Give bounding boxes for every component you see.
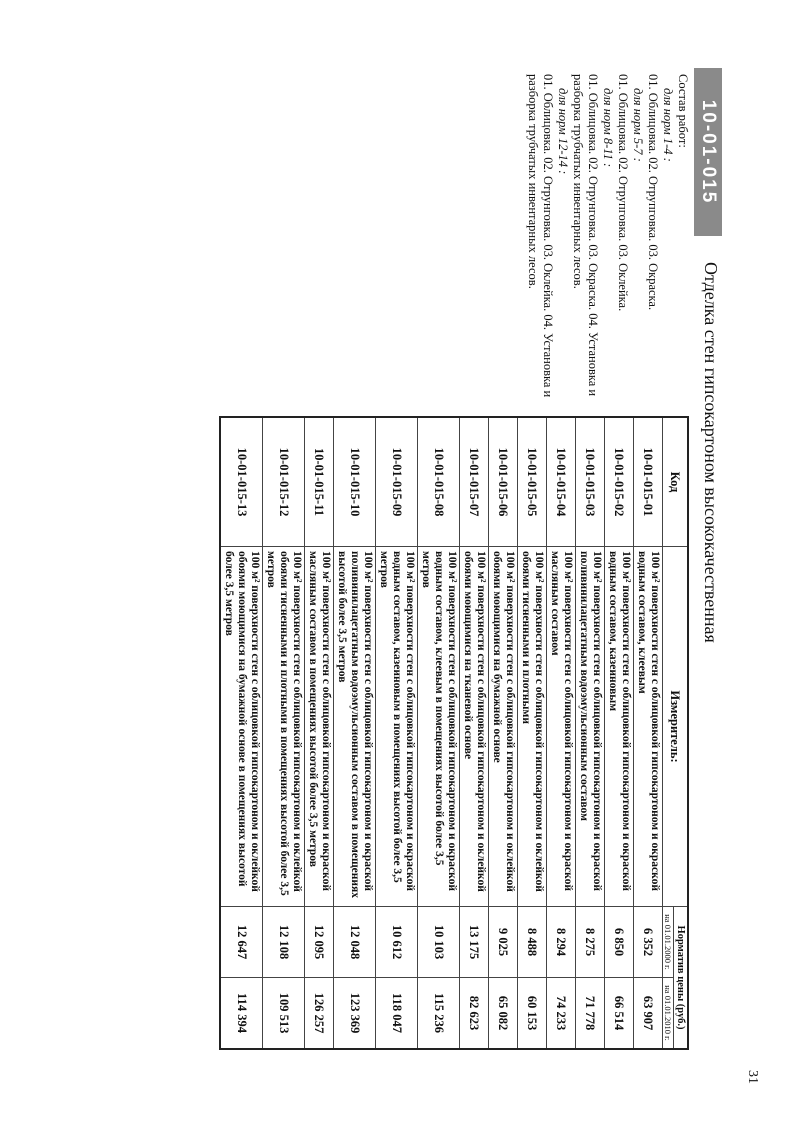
row-meter: 100 м² поверхности стен с облицовкой гипсокартоном и окраской поливинилацетатным водоэмульсионным составом в помещениях высотой более 3,5 метров <box>334 547 376 907</box>
row-code: 10-01-015-08 <box>418 417 460 547</box>
row-price-2010: 109 513 <box>263 978 305 1050</box>
row-meter: 100 м² поверхности стен с облицовкой гипсокартоном и оклейкой обоями моющимися на тканевой основе <box>460 547 489 907</box>
table-row <box>305 417 334 1049</box>
row-price-2000: 6 850 <box>605 907 634 978</box>
work-group-label: для норм 1-4 : <box>661 88 675 162</box>
row-price-2010: 114 394 <box>220 978 263 1050</box>
column-header-price-2000: на 01.01.2000 г. <box>663 907 674 978</box>
row-meter: 100 м² поверхности стен с облицовкой гипсокартоном и окраской масляным составом в помещениях высотой более 3,5 метров <box>305 547 334 907</box>
page-number: 31 <box>745 1070 760 1084</box>
work-composition <box>525 74 690 409</box>
work-group-text: 01. Облицовка. 02. Отрунговка. 03. Оклейка. 04. Установка и разборка трубчатых инвентарных лесов. <box>526 74 555 398</box>
table-row <box>334 417 376 1049</box>
row-price-2000: 12 048 <box>334 907 376 978</box>
row-meter: 100 м² поверхности стен с облицовкой гипсокартоном и оклейкой обоями моющимися на бумажной основе <box>489 547 518 907</box>
row-code: 10-01-015-10 <box>334 417 376 547</box>
table-row <box>418 417 460 1049</box>
row-code: 10-01-015-02 <box>605 417 634 547</box>
row-price-2010: 66 514 <box>605 978 634 1050</box>
row-meter: 100 м² поверхности стен с облицовкой гипсокартоном и окраской водным составом, казеиновым <box>605 547 634 907</box>
row-price-2010: 65 082 <box>489 978 518 1050</box>
row-price-2000: 12 108 <box>263 907 305 978</box>
table-row <box>460 417 489 1049</box>
table-header-row <box>674 417 689 1049</box>
row-price-2010: 115 236 <box>418 978 460 1050</box>
row-price-2000: 10 103 <box>418 907 460 978</box>
row-code: 10-01-015-01 <box>634 417 663 547</box>
work-heading: Состав работ: <box>676 74 690 148</box>
row-meter: 100 м² поверхности стен с облицовкой гипсокартоном и оклейкой обоями тисненными и плотными в помещениях высотой более 3,5 метров <box>263 547 305 907</box>
table-row <box>489 417 518 1049</box>
column-header-price-2010: на 01.01.2010 г. <box>663 978 674 1050</box>
work-group-label: для норм 8-11 : <box>601 88 615 168</box>
row-price-2000: 8 294 <box>547 907 576 978</box>
row-price-2000: 10 612 <box>376 907 418 978</box>
row-code: 10-01-015-07 <box>460 417 489 547</box>
row-price-2010: 123 369 <box>334 978 376 1050</box>
work-group-label: для норм 12-14 : <box>556 88 570 175</box>
row-price-2000: 6 352 <box>634 907 663 978</box>
row-price-2010: 82 623 <box>460 978 489 1050</box>
table-row <box>576 417 605 1049</box>
row-code: 10-01-015-03 <box>576 417 605 547</box>
row-meter: 100 м² поверхности стен с облицовкой гипсокартоном и окраской водным составом, клеевым <box>634 547 663 907</box>
row-price-2010: 60 153 <box>518 978 547 1050</box>
work-group-text: 01. Облицовка. 02. Отрупговка. 03. Оклейка. <box>616 74 630 312</box>
row-price-2010: 74 233 <box>547 978 576 1050</box>
table-row <box>634 417 663 1049</box>
work-group-text: 01. Облицовка. 02. Отрунговка. 03. Окраска. 04. Установка и разборка трубчатых инвентарных лесов. <box>571 74 600 397</box>
row-meter: 100 м² поверхности стен с облицовкой гипсокартоном и окраской водным составом, казеиновым в помещениях высотой более 3,5 метров <box>376 547 418 907</box>
row-code: 10-01-015-05 <box>518 417 547 547</box>
table-row <box>263 417 305 1049</box>
column-header-meter: Измеритель: <box>663 547 689 907</box>
page-title: Отделка стен гипсокартоном высококачественная <box>701 262 721 643</box>
row-price-2010: 71 778 <box>576 978 605 1050</box>
row-meter: 100 м² поверхности стен с облицовкой гипсокартоном и оклейкой обоями тисненными и плотными <box>518 547 547 907</box>
row-price-2000: 9 025 <box>489 907 518 978</box>
table-body <box>220 417 663 1049</box>
work-group-label: для норм 5-7 : <box>631 88 645 162</box>
row-code: 10-01-015-09 <box>376 417 418 547</box>
row-code: 10-01-015-11 <box>305 417 334 547</box>
row-meter: 100 м² поверхности стен с облицовкой гипсокартоном и оклейкой обоями моющимися на бумажной основе в помещениях высотой более 3,5 метров <box>220 547 263 907</box>
row-price-2010: 118 047 <box>376 978 418 1050</box>
row-price-2000: 8 275 <box>576 907 605 978</box>
table-row <box>547 417 576 1049</box>
section-code-badge: 10-01-015 <box>694 68 722 236</box>
row-price-2000: 8 488 <box>518 907 547 978</box>
row-code: 10-01-015-12 <box>263 417 305 547</box>
column-header-price-group: Норматив цены (руб.) <box>674 907 689 1050</box>
table-row <box>605 417 634 1049</box>
row-code: 10-01-015-13 <box>220 417 263 547</box>
row-code: 10-01-015-04 <box>547 417 576 547</box>
price-norms-table <box>219 416 689 1050</box>
work-group-text: 01. Облицовка. 02. Отрупговка. 03. Окраска. <box>646 74 660 311</box>
table-row <box>220 417 263 1049</box>
row-code: 10-01-015-06 <box>489 417 518 547</box>
row-price-2010: 63 907 <box>634 978 663 1050</box>
row-price-2010: 126 257 <box>305 978 334 1050</box>
row-meter: 100 м² поверхности стен с облицовкой гипсокартоном и окраской поливинилацетатным водоэмульсионным составом <box>576 547 605 907</box>
column-header-code: Код <box>663 417 689 547</box>
row-meter: 100 м² поверхности стен с облицовкой гипсокартоном и окраской водным составом, клеевым в помещениях высотой более 3,5 метров <box>418 547 460 907</box>
row-price-2000: 13 175 <box>460 907 489 978</box>
row-price-2000: 12 647 <box>220 907 263 978</box>
row-meter: 100 м² поверхности стен с облицовкой гипсокартоном и окраской масляным составом <box>547 547 576 907</box>
row-price-2000: 12 095 <box>305 907 334 978</box>
table-row <box>518 417 547 1049</box>
table-row <box>376 417 418 1049</box>
